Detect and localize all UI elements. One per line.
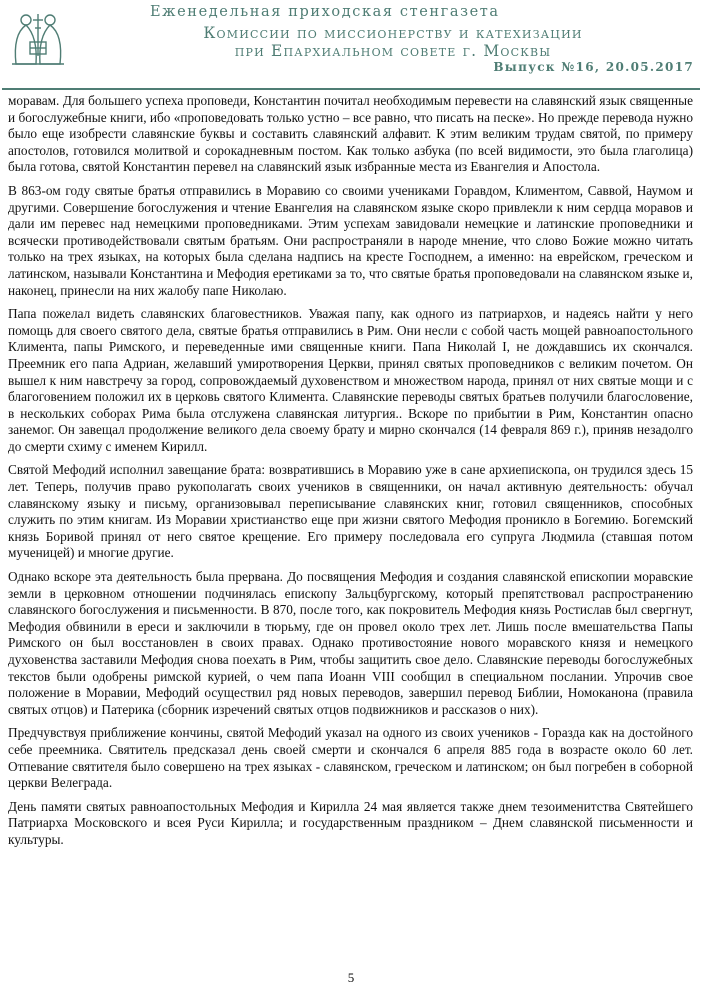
article-body bbox=[8, 93, 693, 856]
page-number: 5 bbox=[347, 970, 355, 985]
masthead-title-line2: при Епархиальном совете г. Москвы bbox=[234, 42, 552, 60]
masthead-title-line1: Комиссии по миссионерству и катехизации bbox=[203, 24, 583, 42]
article-paragraph: Предчувствуя приближение кончины, святой Мефодий указал на одного из своих учеников - Горазда как на достойного себе преемника. Святитель предсказал день своей смерти и скончался 6 апреля 885 года в возрасте около 60 лет. Отпевание святителя было совершено на трех языках - славянском, греческом и латинском; он был погребен в соборной церкви Велеграда. bbox=[8, 725, 693, 791]
apostles-logo-icon bbox=[6, 6, 70, 70]
article-paragraph: Святой Мефодий исполнил завещание брата: возвратившись в Моравию уже в сане архиепископа, он трудился здесь 15 лет. Теперь, получив право рукополагать своих учеников в священники, он начал активную деятельность: обучал славянскому языку и письму, организовывал переписывание славянских книг, готовил священников, способных служить по этим книгам. Из Моравии христианство еще при жизни святого Мефодия проникло в Богемию. Богемский князь Боривой принял от него святое крещение. Его примеру последовала его супруга Людмила (ставшая потом мученицей) и многие другие. bbox=[8, 462, 693, 561]
article-paragraph: В 863-ом году святые братья отправились в Моравию со своими учениками Горавдом, Климентом, Саввой, Наумом и другими. Совершение богослужения и чтение Евангелия на славянском языке скоро привлекли к ним сердца моравов и дали им перевес над немецкими проповедниками. Этим успехам завидовали немецкие и латинские проповедники и всячески противодействовали святым братьям. Они распространяли в народе мнение, что слово Божие можно читать только на трех языках, на которых была сделана надпись на кресте Господнем, а именно: на еврейском, греческом и латинском, называли Константина и Мефодия еретиками за то, что святые братья проповедовали на славянском языке и, наконец, принесли на них жалобу папе Николаю. bbox=[8, 182, 693, 298]
issue-info: Выпуск №16, 20.05.2017 bbox=[493, 60, 694, 74]
header-divider bbox=[2, 88, 700, 90]
article-paragraph: Однако вскоре эта деятельность была прервана. До посвящения Мефодия и создания славянской епископии моравские земли в церковном отношении подчинялась епископу Зальцбургскому, который препятствовал распространению славянского богослужения и письменности. В 870, после того, как покровитель Мефодия князь Ростислав был свергнут, Мефодия обвинили в ереси и заключили в тюрьму, где он провел около трех лет. Лишь после вмешательства Папы Римского он был восстановлен в своих правах. Однако противостояние нового моравского князя и немецкого духовенства заставили Мефодия снова поехать в Рим, чтобы защитить свое дело. Славянские переводы богослужебных текстов были одобрены римской курией, о чем папа Иоанн VIII сообщил в специальном послании. Упрочив свое положение в Моравии, Мефодий осуществил ряд новых переводов, завершил перевод Библии, Номоканона (правила святых отцов) и Патерика (сборник изречений святых отцов подвижников и рассказов о них). bbox=[8, 569, 693, 717]
article-paragraph: День памяти святых равноапостольных Мефодия и Кирилла 24 мая является также днем тезоименитства Святейшего Патриарха Московского и всея Руси Кирилла; и государственным праздником – Днем славянской письменности и культуры. bbox=[8, 798, 693, 847]
article-paragraph: моравам. Для большего успеха проповеди, Константин почитал необходимым перевести на славянский язык священные и богослужебные книги, ибо «проповедовать только устно – все равно, что писать на песке». Но прежде перевода нужно было еще изобрести славянские буквы и составить славянский алфавит. К этим великим трудам святой, по примеру апостолов, готовился молитвой и сорокадневным постом. Как только азбука (по всей видимости, это была глаголица) была готова, святой Константин перевел на славянский язык избранные места из Евангелия и Апостола. bbox=[8, 93, 693, 175]
article-paragraph: Папа пожелал видеть славянских благовестников. Уважая папу, как одного из патриархов, и надеясь найти у него помощь для своего святого дела, святые братья отправились в Рим. Они несли с собой часть мощей равноапостольного Климента, папы Римского, и переведенные ими священные книги. Папа Николай I, не дождавшись их скончался. Преемник его папа Адриан, желавший умиротворения Церкви, принял святых проповедников с великим почетом. Он вышел к ним навстречу за город, сопровождаемый духовенством и множеством народа, принял от них святые мощи и с благоговением положил их в церковь святого Климента. Славянские переводы святых братьев получили благословение, в нескольких соборах Рима была отслужена славянская литургия.. Вскоре по прибытии в Рим, Константин опасно занемог. Он завещал продолжение великого дела своему брату и мирно скончался (14 февраля 869 г.), приняв незадолго до смерти схиму с именем Кирилл. bbox=[8, 306, 693, 454]
masthead bbox=[0, 0, 702, 92]
masthead-subtitle: Еженедельная приходская стенгазета bbox=[150, 4, 500, 20]
